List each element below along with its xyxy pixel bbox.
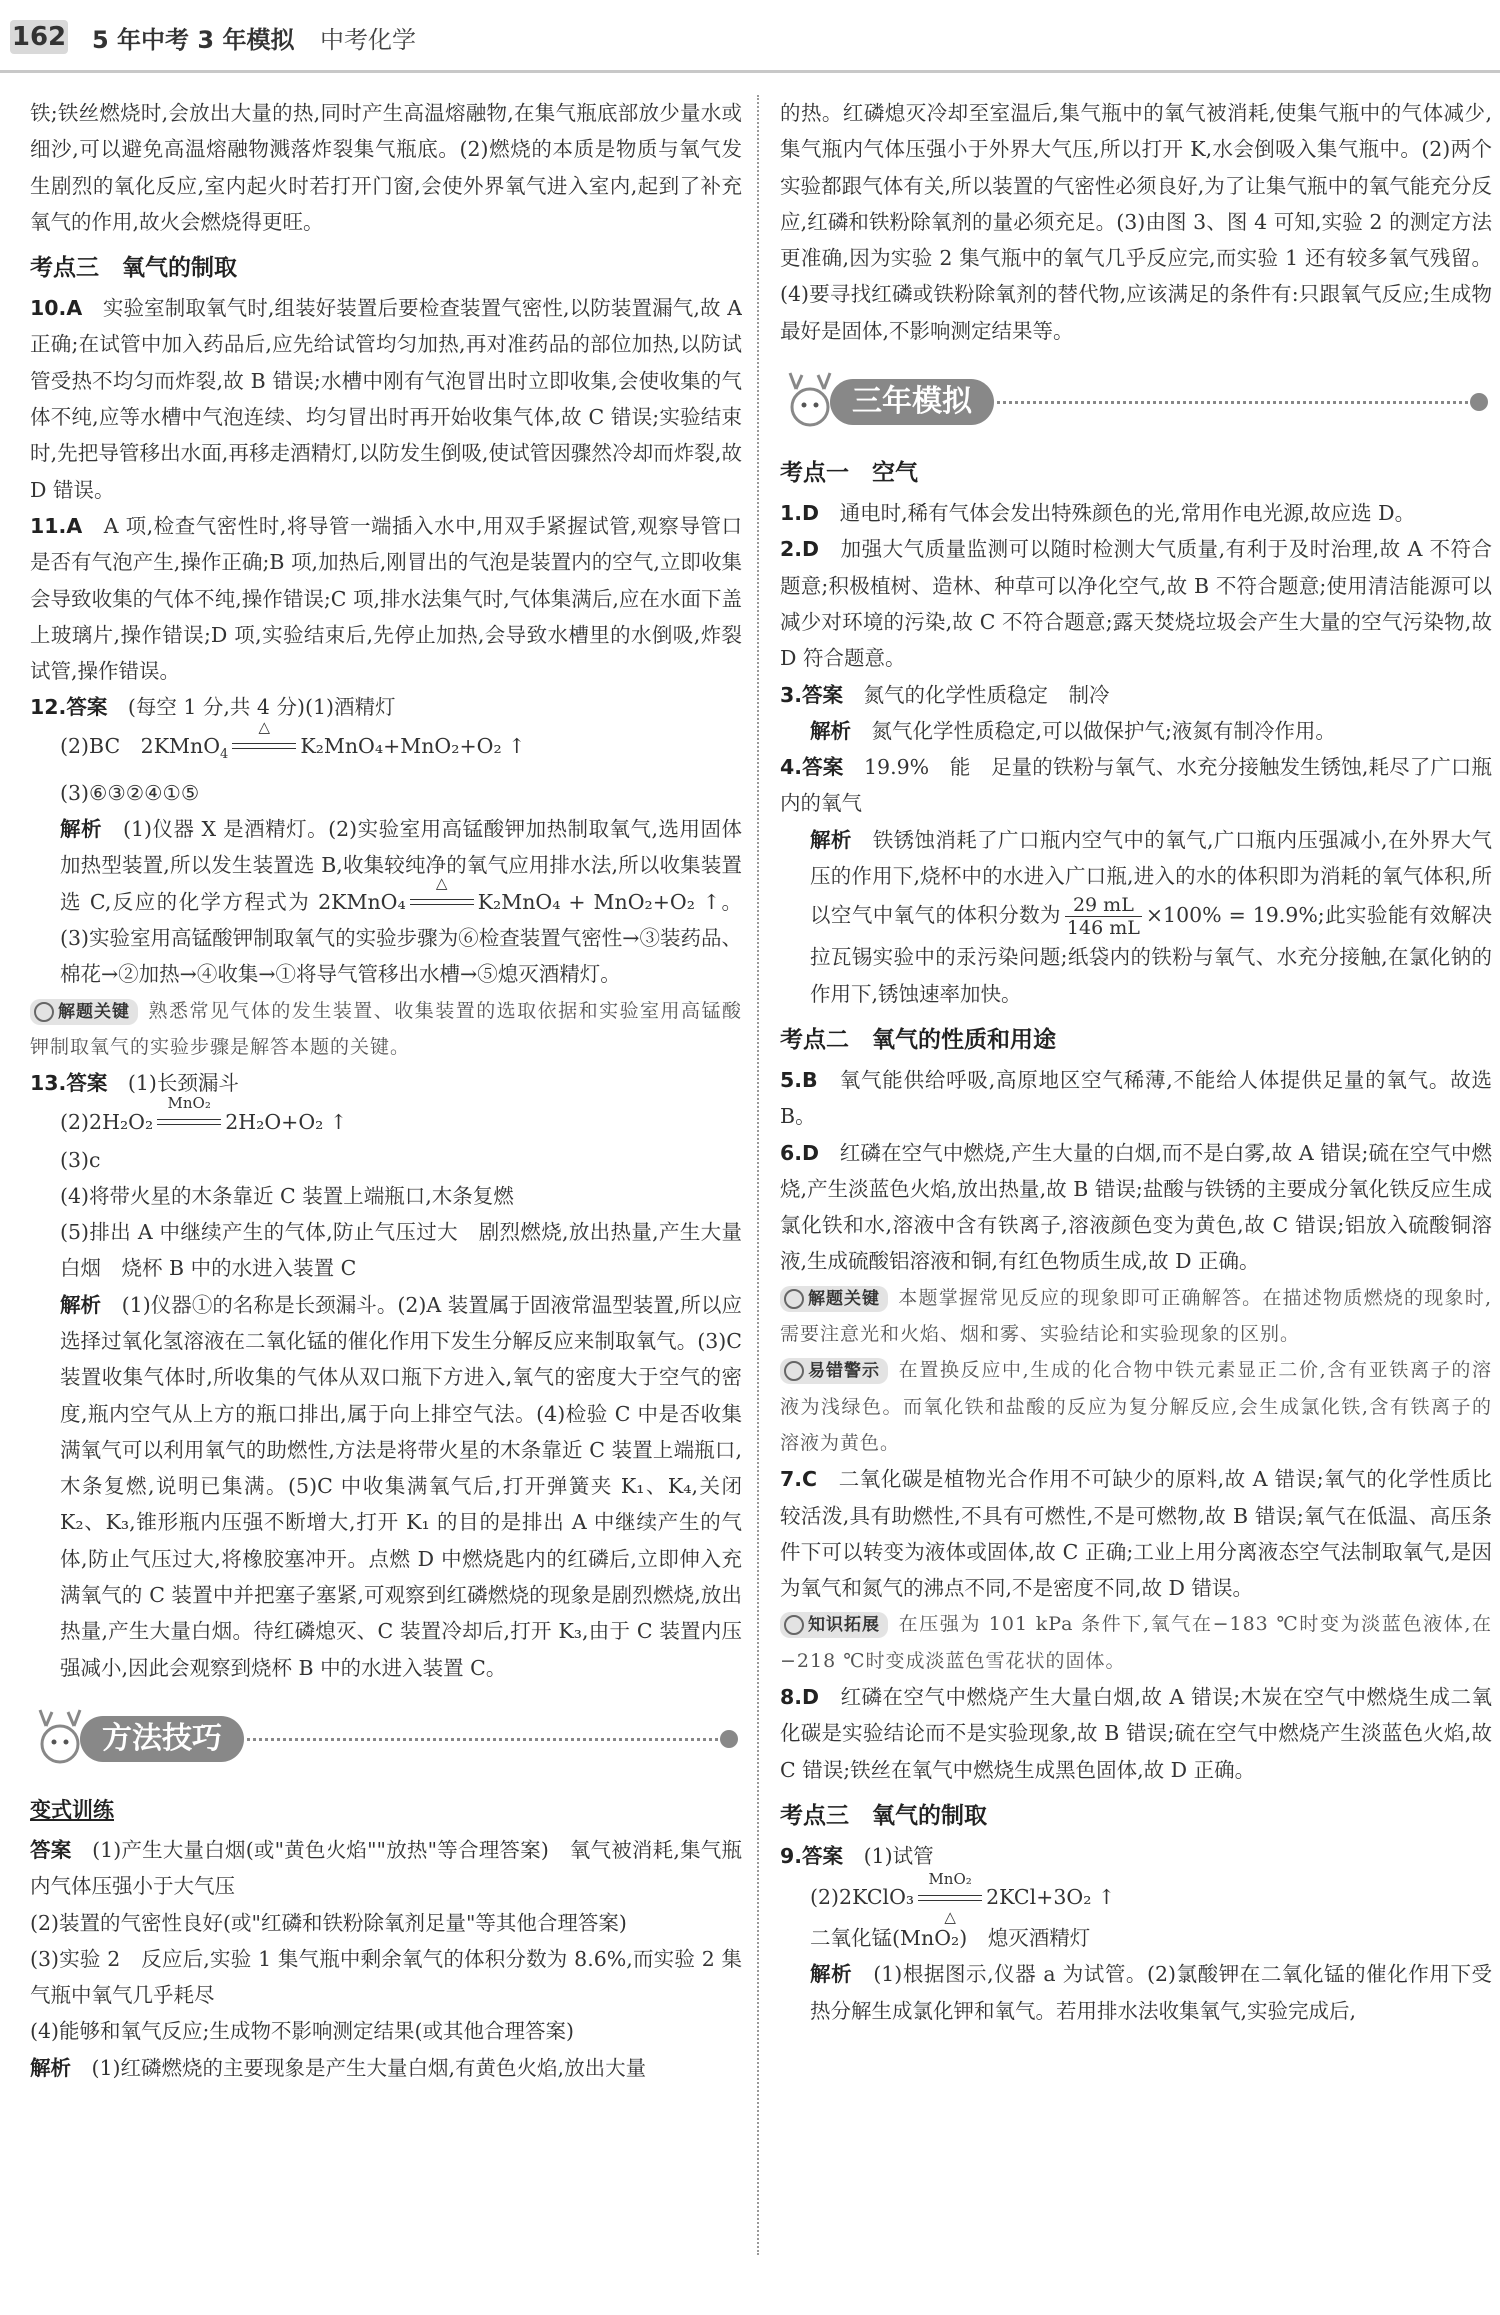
answer-text: 红磷在空气中燃烧,产生大量的白烟,而不是白雾,故 A 错误;硫在空气中燃烧,产生淡蓝色火焰,放出热量,故 B 错误;盐酸与铁锈的主要成分氧化铁反应生成氯化铁和水,溶液中含有铁离子,溶液颜色变为黄色,故 C 错误;铝放入硫酸铜溶液,生成硫酸铝溶液和铜,有红色物质生成,故 D 正确。 (780, 1140, 1492, 1274)
tip-badge (780, 1286, 888, 1312)
answer-text: 19.9% 能 足量的铁粉与氧气、水充分接触发生锈蚀,耗尽了广口瓶内的氧气 (780, 755, 1492, 816)
answer-label: 8.D (780, 1684, 820, 1709)
answer-label: 5.B (780, 1067, 818, 1092)
tip-badge (30, 999, 138, 1025)
answer-label: 4.答案 (780, 755, 844, 780)
section-heading: 考点三 氧气的制取 (780, 1802, 987, 1829)
answer-text: 实验室制取氧气时,组装好装置后要检查装置气密性,以防装置漏气,故 A 正确;在试管中加入药品后,应先给试管均匀加热,再对准药品的部位加热,以防试管受热不均匀而炸裂,故 B 错误;水槽中刚有气泡冒出时立即收集,会使收集的气体不纯,应等水槽中气泡连续、均匀冒出时再开始收集气体,故 C 错误;实验结束时,先把导管移出水面,再移走酒精灯,以防发生倒吸,使试管因骤然冷却而炸裂,故 D 错误。 (30, 296, 742, 502)
analysis-label: 解析 (30, 2055, 71, 2080)
banner-dot (1470, 393, 1488, 411)
right-column (780, 95, 1492, 2255)
reaction-condition: △ (435, 874, 448, 893)
analysis-label: 解析 (810, 718, 851, 743)
answer-text: (1)产生大量白烟(或"黄色火焰""放热"等合理答案) 氧气被消耗,集气瓶内气体压强小于大气压 (30, 1837, 742, 1899)
answer-9-3: 二氧化锰(MnO₂) 熄灭酒精灯 (810, 1926, 1091, 1951)
intro-text: 铁;铁丝燃烧时,会放出大量的热,同时产生高温熔融物,在集气瓶底部放少量水或细沙,可以避免高温熔融物溅落炸裂集气瓶底。(2)燃烧的本质是物质与氧气发生剧烈的氧化反应,室内起火时若打开门窗,会使外界氧气进入室内,起到了补充氧气的作用,故火会燃烧得更旺。 (30, 101, 742, 234)
answer-8 (780, 1679, 1492, 1788)
page-number: 162 (11, 22, 67, 52)
reaction-arrow (157, 1094, 221, 1133)
answer-13 (30, 1065, 742, 1101)
warning-text: 在置换反应中,生成的化合物中铁元素显正二价,含有亚铁离子的溶液为浅绿色。而氧化铁和盐酸的反应为复分解反应,会生成氯化铁,含有铁离子的溶液为黄色。 (780, 1359, 1492, 1454)
book-title: 5 年中考 3 年模拟 (92, 26, 295, 54)
banner-dot (720, 1730, 738, 1748)
answer-13-3: (3)c (60, 1147, 101, 1172)
analysis-text: 铁锈蚀消耗了广口瓶内空气中的氧气,广口瓶内压强减小,在外界大气压的作用下,烧杯中的水进入广口瓶,进入的水的体积即为消耗的氧气体积,所以空气中氧气的体积分数为 (810, 827, 1492, 928)
banner-dotted-line (990, 401, 1468, 404)
reaction-arrow (232, 718, 296, 757)
equation-12: (2)BC 2KMnO$_4$ △ K₂MnO₄+MnO₂+O₂ ↑ (60, 718, 526, 762)
answer-9 (780, 1838, 1492, 1874)
reaction-arrow (918, 1869, 982, 1926)
banner-dotted-line (240, 1738, 718, 1741)
answer-label: 10.A (30, 296, 83, 321)
analysis-text: (1)根据图示,仪器 a 为试管。(2)氯酸钾在二氧化锰的催化作用下受热分解生成氯化钾和氧气。若用排水法收集氧气,实验完成后, (810, 1962, 1492, 2023)
analysis-text: K₂MnO₄ + MnO₂+O₂ ↑。(3)实验室用高锰酸钾制取氧气的实验步骤为⑥检查装置气密性→③装药品、棉花→②加热→④收集→①将导气管移出水槽→⑤熄灭酒精灯。 (60, 889, 742, 987)
analysis-13 (30, 1287, 742, 1686)
left-column (30, 95, 742, 2255)
warning-note (780, 1352, 1492, 1461)
variant-answer-4: (4)能够和氧气反应;生成物不影响测定结果(或其他合理答案) (30, 2019, 574, 2044)
equation-9 (780, 1869, 1492, 1926)
answer-label: 6.D (780, 1140, 820, 1165)
knowledge-text: 在压强为 101 kPa 条件下,氧气在−183 ℃时变为淡蓝色液体,在−218 ℃时变成淡蓝色雪花状的固体。 (780, 1613, 1492, 1672)
column-divider (757, 95, 759, 2255)
answer-text: (1)试管 (863, 1843, 934, 1868)
knowledge-note (780, 1606, 1492, 1679)
analysis-3 (780, 713, 1492, 749)
fraction-numerator: 29 mL (1065, 894, 1142, 917)
warning-badge (780, 1358, 888, 1384)
answer-label: 9.答案 (780, 1843, 844, 1868)
analysis-text: (1)红磷燃烧的主要现象是产生大量白烟,有黄色火焰,放出大量 (91, 2055, 647, 2080)
answer-label: 12.答案 (30, 695, 108, 720)
section-heading: 考点二 氧气的性质和用途 (780, 1026, 1056, 1053)
tip-text: 本题掌握常见反应的现象即可正确解答。在描述物质燃烧的现象时,需要注意光和火焰、烟和雾、实验结论和实验现象的区别。 (780, 1286, 1492, 1346)
method-banner (30, 1704, 742, 1778)
equation-right: 2KCl+3O₂ ↑ (986, 1885, 1116, 1910)
variant-answer (30, 1832, 742, 1905)
answer-label: 7.C (780, 1467, 818, 1492)
equation-left: (2)2KClO₃ (810, 1885, 915, 1910)
magnifier-icon (784, 1289, 804, 1309)
subsection-heading: 变式训练 (30, 1797, 114, 1822)
analysis-9 (780, 1956, 1492, 2029)
equation-right: K₂MnO₄+MnO₂+O₂ ↑ (300, 733, 526, 758)
answer-text: 红磷在空气中燃烧产生大量白烟,故 A 错误;木炭在空气中燃烧生成二氧化碳是实验结论而不是实验现象,故 B 错误;硫在空气中燃烧产生淡蓝色火焰,故 C 错误;铁丝在氧气中燃烧生成黑色固体,故 D 正确。 (780, 1684, 1492, 1782)
answer-label: 2.D (780, 537, 820, 562)
reaction-catalyst: MnO₂ (928, 1869, 972, 1888)
answer-text: 加强大气质量监测可以随时检测大气质量,有利于及时治理,故 A 不符合题意;积极植树、造林、种草可以净化空气,故 B 不符合题意;使用清洁能源可以减少对环境的污染,故 C 不符合题意;露天焚烧垃圾会产生大量的空气污染物,故 D 符合题意。 (780, 537, 1492, 671)
answer-4 (780, 749, 1492, 822)
magnifier-icon (784, 1615, 804, 1635)
equation-left: (2)BC 2KMnO (60, 733, 221, 758)
banner-title: 三年模拟 (830, 379, 994, 425)
answer-13-4: (4)将带火星的木条靠近 C 装置上端瓶口,木条复燃 (60, 1183, 514, 1208)
analysis-12 (30, 811, 742, 992)
answer-6 (780, 1135, 1492, 1280)
reaction-condition: △ (944, 1907, 956, 1926)
variant-analysis (30, 2050, 742, 2086)
mock-banner (780, 367, 1492, 441)
variant-answer-2: (2)装置的气密性良好(或"红磷和铁粉除氧剂足量"等其他合理答案) (30, 1910, 627, 1935)
answer-text: A 项,检查气密性时,将导管一端插入水中,用双手紧握试管,观察导管口是否有气泡产生,操作正确;B 项,加热后,刚冒出的气泡是装置内的空气,立即收集会导致收集的气体不纯,操作错误;C 项,排水法集气时,气体集满后,应在水面下盖上玻璃片,操作错误;D 项,实验结束后,先停止加热,会导致水槽里的水倒吸,炸裂试管,操作错误。 (30, 513, 742, 684)
knowledge-label: 知识拓展 (808, 1615, 880, 1636)
equation-13 (30, 1094, 742, 1142)
fraction (1065, 894, 1142, 939)
equation-left: (2)2H₂O₂ (60, 1109, 154, 1134)
subject-title: 中考化学 (320, 26, 416, 54)
answer-11 (30, 508, 742, 689)
answer-10 (30, 290, 742, 508)
answer-3 (780, 677, 1492, 713)
answer-text: 氮气的化学性质稳定 制冷 (863, 682, 1110, 707)
answer-1 (780, 495, 1492, 531)
answer-7 (780, 1461, 1492, 1606)
analysis-label: 解析 (810, 1962, 853, 1987)
knowledge-badge (780, 1612, 888, 1638)
analysis-text: (1)仪器 X 是酒精灯。(2)实验室用高锰酸钾加热制取氧气,选用固体加热型装置,所以发生装置选 B,收集较纯净的氧气应用排水法,所以收集装置选 C,反应的化学方程式为 2KMnO₄ (60, 817, 742, 914)
reaction-arrow (410, 874, 474, 913)
banner-title: 方法技巧 (80, 1716, 244, 1762)
answer-5 (780, 1062, 1492, 1135)
answer-text: 氧气能供给呼吸,高原地区空气稀薄,不能给人体提供足量的氧气。故选 B。 (780, 1067, 1492, 1129)
fraction-denominator: 146 mL (1066, 917, 1140, 940)
answer-label: 答案 (30, 1837, 72, 1862)
answer-label: 11.A (30, 513, 83, 538)
analysis-4 (780, 822, 1492, 1012)
tip-text: 熟悉常见气体的发生装置、收集装置的选取依据和实验室用高锰酸钾制取氧气的实验步骤是解答本题的关键。 (30, 999, 742, 1058)
answer-12 (30, 689, 742, 725)
tip-label: 解题关键 (808, 1288, 880, 1309)
continued-text: 的热。红磷熄灭冷却至室温后,集气瓶中的氧气被消耗,使集气瓶中的气体减少,集气瓶内气体压强小于外界大气压,所以打开 K,水会倒吸入集气瓶中。(2)两个实验都跟气体有关,所以装置的气密性必须良好,为了让集气瓶中的氧气能充分反应,红磷和铁粉除氧剂的量必须充足。(3)由图 3、图 4 可知,实验 2 的测定方法更准确,因为实验 2 集气瓶中的氧气几乎反应完,而实验 1 还有较多氧气残留。(4)要寻找红磷或铁粉除氧剂的替代物,应该满足的条件有:只跟氧气反应;生成物最好是固体,不影响测定结果等。 (780, 101, 1492, 343)
section-heading: 考点三 氧气的制取 (30, 255, 237, 282)
analysis-label: 解析 (60, 1292, 102, 1317)
answer-label: 13.答案 (30, 1071, 108, 1096)
answer-12-3: (3)⑥③②④①⑤ (60, 780, 200, 805)
answer-label: 3.答案 (780, 682, 844, 707)
answer-label: 1.D (780, 501, 820, 526)
magnifier-icon (34, 1002, 54, 1022)
tip-label: 解题关键 (58, 1001, 130, 1022)
section-heading: 考点一 空气 (780, 460, 918, 487)
analysis-label: 解析 (810, 827, 852, 852)
answer-text: (1)长颈漏斗 (127, 1071, 239, 1096)
equation-right: 2H₂O+O₂ ↑ (225, 1109, 348, 1134)
answer-text: 通电时,稀有气体会发出特殊颜色的光,常用作电光源,故应选 D。 (839, 501, 1416, 526)
analysis-label: 解析 (60, 817, 102, 842)
analysis-text: ×100% = 19.9%;此实验能有效解决拉瓦锡实验中的汞污染问题;纸袋内的铁粉与氧气、水充分接触,在氯化钠的作用下,锈蚀速率加快。 (810, 903, 1492, 1006)
answer-text: 二氧化碳是植物光合作用不可缺少的原料,故 A 错误;氧气的化学性质比较活泼,具有助燃性,不具有可燃性,不是可燃物,故 B 错误;氧气在低温、高压条件下可以转变为液体或固体,故 C 正确;工业上用分离液态空气法制取氧气,是因为氧气和氮气的沸点不同,不是密度不同,故 D 错误。 (780, 1467, 1492, 1601)
warning-label: 易错警示 (808, 1361, 880, 1382)
answer-text: (每空 1 分,共 4 分)(1)酒精灯 (127, 695, 396, 720)
magnifier-icon (784, 1361, 804, 1381)
page-header (0, 0, 1500, 73)
analysis-text: 氮气化学性质稳定,可以做保护气;液氮有制冷作用。 (871, 718, 1336, 743)
answer-2 (780, 531, 1492, 676)
variant-answer-3: (3)实验 2 反应后,实验 1 集气瓶中剩余氧气的体积分数为 8.6%,而实验 2 集气瓶中氧气几乎耗尽 (30, 1946, 742, 2008)
tip-note (780, 1280, 1492, 1353)
tip-note (30, 993, 742, 1066)
reaction-condition: △ (258, 718, 271, 737)
reaction-condition: MnO₂ (167, 1094, 211, 1113)
analysis-text: (1)仪器①的名称是长颈漏斗。(2)A 装置属于固液常温型装置,所以应选择过氧化氢溶液在二氧化锰的催化作用下发生分解反应来制取氧气。(3)C 装置收集气体时,所收集的气体从双口瓶下方进入,氧气的密度大于空气的密度,瓶内空气从上方的瓶口排出,属于向上排空气法。(4)检验 C 中是否收集满氧气可以利用氧气的助燃性,方法是将带火星的木条靠近 C 装置上端瓶口,木条复燃,说明已集满。(5)C 中收集满氧气后,打开弹簧夹 K₁、K₄,关闭 K₂、K₃,锥形瓶内压强不断增大,打开 K₁ 的目的是排出 A 中继续产生的气体,防止气压过大,将橡胶塞冲开。点燃 D 中燃烧匙内的红磷后,立即伸入充满氧气的 C 装置中并把塞子塞紧,可观察到红磷燃烧的现象是剧烈燃烧,放出热量,产生大量白烟。待红磷熄灭、C 装置冷却后,打开 K₃,由于 C 装置内压强减小,因此会观察到烧杯 B 中的水进入装置 C。 (60, 1292, 742, 1680)
answer-13-5: (5)排出 A 中继续产生的气体,防止气压过大 剧烈燃烧,放出热量,产生大量白烟 烧杯 B 中的水进入装置 C (60, 1220, 742, 1281)
